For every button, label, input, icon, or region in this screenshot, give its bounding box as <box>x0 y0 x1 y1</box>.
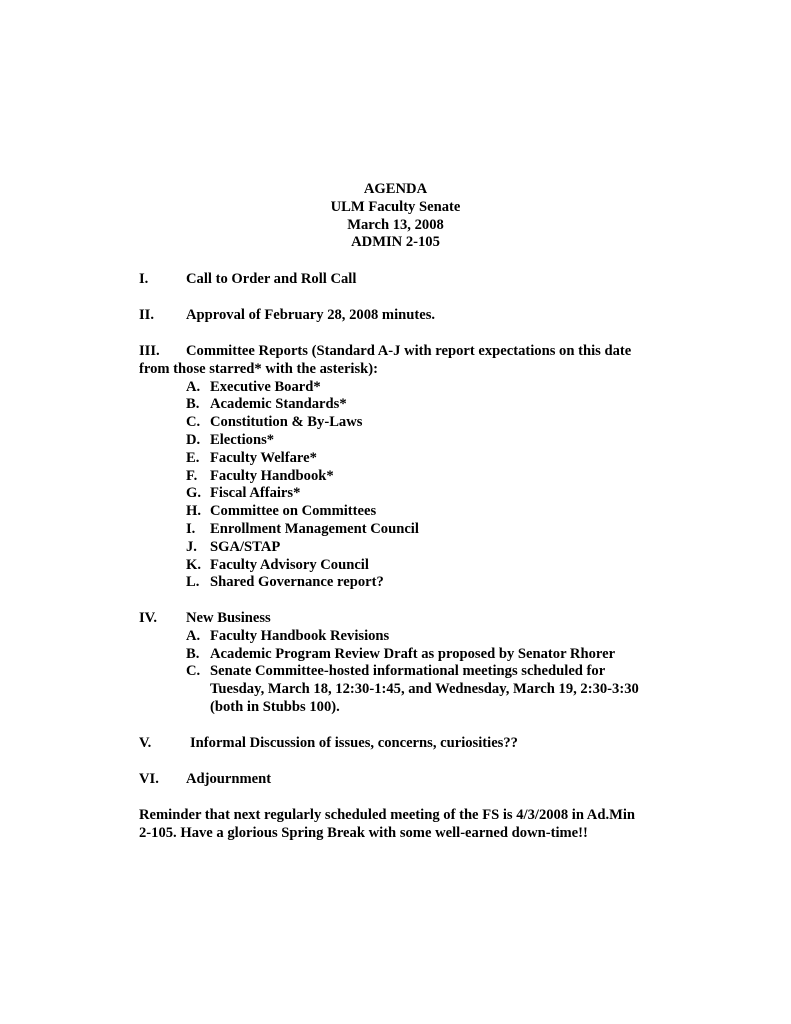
reminder-line: 2-105. Have a glorious Spring Break with some well-earned down-time!! <box>139 824 588 841</box>
item-letter: A. <box>186 627 201 644</box>
section-title: Informal Discussion of issues, concerns, curiosities?? <box>190 735 518 751</box>
header-organization: ULM Faculty Senate <box>330 198 461 215</box>
item-letter: D. <box>186 431 201 448</box>
list-item <box>139 628 679 646</box>
list-item <box>139 539 679 557</box>
item-letter: L. <box>186 574 200 591</box>
list-item <box>139 450 679 468</box>
header-title: AGENDA <box>363 181 428 197</box>
item-letter: H. <box>186 503 201 520</box>
item-text-continued: Tuesday, March 18, 12:30-1:45, and Wednesday, March 19, 2:30-3:30 <box>210 681 639 698</box>
list-item-continued <box>139 699 679 717</box>
item-text: Executive Board* <box>210 378 321 395</box>
section-title-continued: from those starred* with the asterisk): <box>139 360 379 377</box>
item-letter: K. <box>186 556 201 573</box>
item-text: Senate Committee-hosted informational meetings scheduled for <box>210 663 606 680</box>
section-approval-minutes <box>139 307 679 325</box>
item-text: Faculty Welfare* <box>210 449 317 466</box>
new-business-list <box>139 628 679 717</box>
item-text: Committee on Committees <box>210 503 377 520</box>
item-letter: C. <box>186 663 201 680</box>
list-item <box>139 468 679 486</box>
item-text: SGA/STAP <box>210 538 281 555</box>
item-text: Elections* <box>210 431 275 448</box>
list-item <box>139 432 679 450</box>
list-item <box>139 379 679 397</box>
item-letter: G. <box>186 485 201 502</box>
section-committee-reports <box>139 343 679 592</box>
item-letter: B. <box>186 396 200 413</box>
item-letter: I. <box>186 520 196 537</box>
section-title: Approval of February 28, 2008 minutes. <box>186 307 436 323</box>
item-text: Constitution & By-Laws <box>210 414 363 431</box>
section-number: VI. <box>139 771 159 787</box>
list-item <box>139 396 679 414</box>
item-text: Faculty Advisory Council <box>210 556 369 573</box>
list-item-continued <box>139 681 679 699</box>
section-new-business <box>139 610 679 717</box>
item-letter: B. <box>186 645 200 662</box>
section-title: Call to Order and Roll Call <box>186 271 357 287</box>
item-text: Faculty Handbook Revisions <box>210 627 390 644</box>
list-item <box>139 414 679 432</box>
list-item <box>139 574 679 592</box>
list-item <box>139 557 679 575</box>
list-item <box>139 646 679 664</box>
section-title: Committee Reports (Standard A-J with report expectations on this date <box>186 343 632 359</box>
section-number: III. <box>139 343 160 359</box>
reminder-paragraph <box>139 807 679 843</box>
header-date: March 13, 2008 <box>347 216 444 233</box>
section-informal-discussion <box>139 735 679 753</box>
section-number: V. <box>139 735 152 751</box>
section-title: New Business <box>186 610 271 626</box>
item-text: Academic Program Review Draft as proposed by Senator Rhorer <box>210 645 616 662</box>
section-call-to-order <box>139 271 679 289</box>
item-letter: C. <box>186 414 201 431</box>
item-text: Enrollment Management Council <box>210 520 419 537</box>
section-adjournment <box>139 771 679 789</box>
item-letter: A. <box>186 378 201 395</box>
header-location: ADMIN 2-105 <box>351 234 440 251</box>
section-number: IV. <box>139 610 157 626</box>
committee-list <box>139 379 679 593</box>
list-item <box>139 485 679 503</box>
item-text: Fiscal Affairs* <box>210 485 301 502</box>
section-number: II. <box>139 307 155 323</box>
item-text-continued: (both in Stubbs 100). <box>210 698 340 715</box>
item-text: Academic Standards* <box>210 396 347 413</box>
section-number: I. <box>139 271 149 287</box>
list-item <box>139 503 679 521</box>
item-letter: E. <box>186 449 200 466</box>
item-text: Faculty Handbook* <box>210 467 334 484</box>
reminder-line: Reminder that next regularly scheduled meeting of the FS is 4/3/2008 in Ad.Min <box>139 807 636 823</box>
item-letter: F. <box>186 467 198 484</box>
item-text: Shared Governance report? <box>210 574 384 591</box>
section-title: Adjournment <box>186 771 272 787</box>
item-letter: J. <box>186 538 197 555</box>
list-item <box>139 663 679 681</box>
agenda-header <box>0 181 791 252</box>
list-item <box>139 521 679 539</box>
